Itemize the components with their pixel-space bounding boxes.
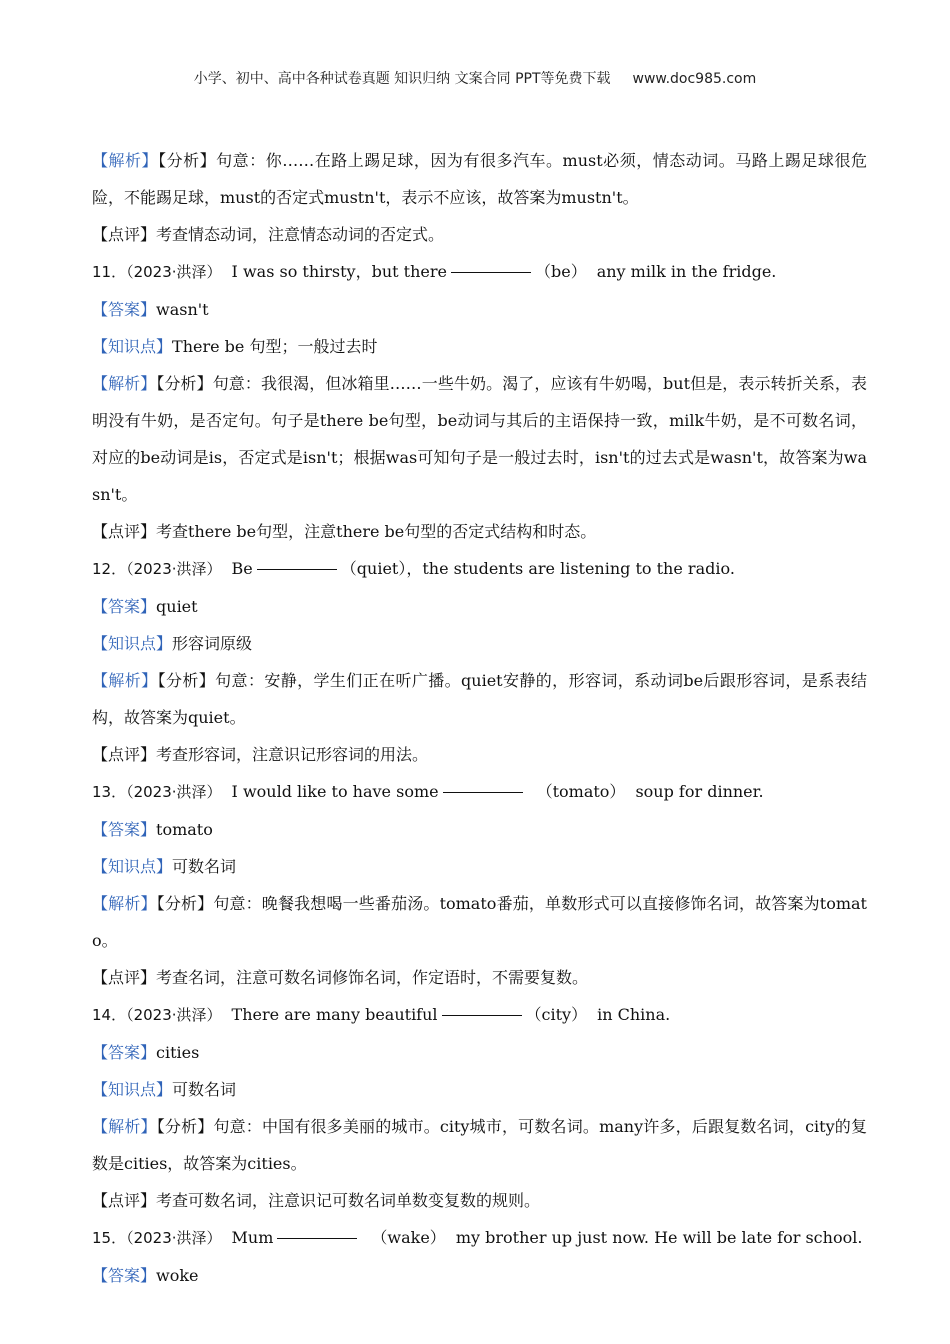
knowledge-text: 可数名词	[172, 1080, 237, 1099]
answer-14	[92, 1034, 867, 1071]
analysis-14	[92, 1108, 867, 1182]
analysis-text: 句意：你……在路上踢足球，因为有很多汽车。must必须，情态动词。马路上踢足球很危险，不能踢足球，must的否定式mustn't，表示不应该，故答案为mustn't。	[92, 151, 867, 207]
analysis-text: 句意：中国有很多美丽的城市。city城市，可数名词。many许多，后跟复数名词，city的复数是cities，故答案为cities。	[92, 1117, 867, 1173]
analysis-11	[92, 365, 867, 513]
question-number: 12．	[92, 560, 127, 578]
answer-12	[92, 588, 867, 625]
answer-blank	[257, 569, 337, 570]
answer-text: woke	[156, 1266, 199, 1285]
label-zhishidian: 【知识点】	[92, 337, 173, 356]
answer-text: quiet	[156, 597, 198, 616]
comment-12	[92, 736, 867, 773]
label-jiexi: 【解析】	[92, 894, 157, 913]
comment-text: 考查名词，注意可数名词修饰名词，作定语时，不需要复数。	[156, 968, 589, 987]
knowledge-13	[92, 848, 867, 885]
comment-11	[92, 513, 867, 550]
analysis-text: 句意：安静，学生们正在听广播。quiet安静的，形容词，系动词be后跟形容词，是系表结构，故答案为quiet。	[92, 671, 867, 727]
question-number: 14．	[92, 1006, 127, 1024]
knowledge-11	[92, 328, 867, 365]
question-15	[92, 1219, 867, 1257]
question-source: （2023·洪泽）	[126, 1229, 222, 1247]
question-text-before: I was so thirsty，but there	[231, 262, 447, 281]
question-text-before: There are many beautiful	[231, 1005, 438, 1024]
header-text: 小学、初中、高中各种试卷真题 知识归纳 文案合同 PPT等免费下载	[193, 71, 611, 87]
analysis-13	[92, 885, 867, 959]
analysis-text: 句意：我很渴，但冰箱里……一些牛奶。渴了，应该有牛奶喝，but但是，表示转折关系，表明没有牛奶，是否定句。句子是there be句型，be动词与其后的主语保持一致，milk牛奶，是不可数名词，对应的be动词是is，否定式是isn't；根据was可知句子是一般过去时，isn't的过去式是wasn't，故答案为wasn't。	[92, 374, 867, 504]
label-jiexi: 【解析】	[92, 374, 157, 393]
comment-14	[92, 1182, 867, 1219]
label-fenxi: 【分析】	[156, 1117, 214, 1136]
question-source: （2023·洪泽）	[126, 560, 222, 578]
comment-13	[92, 959, 867, 996]
label-daan: 【答案】	[92, 1043, 157, 1062]
question-13	[92, 773, 867, 811]
knowledge-text: There be 句型；一般过去时	[172, 337, 378, 356]
question-source: （2023·洪泽）	[126, 1006, 222, 1024]
analysis-text: 句意：晚餐我想喝一些番茄汤。tomato番茄，单数形式可以直接修饰名词，故答案为tomato。	[92, 894, 867, 950]
knowledge-12	[92, 625, 867, 662]
question-number: 11．	[92, 263, 127, 281]
answer-15	[92, 1257, 867, 1294]
comment-text: 考查there be句型，注意there be句型的否定式结构和时态。	[156, 522, 597, 541]
label-daan: 【答案】	[92, 1266, 157, 1285]
answer-text: cities	[156, 1043, 200, 1062]
question-number: 15．	[92, 1229, 127, 1247]
answer-text: tomato	[156, 820, 213, 839]
label-fenxi: 【分析】	[156, 894, 214, 913]
label-zhishidian: 【知识点】	[92, 634, 173, 653]
question-text-after: any milk in the fridge.	[596, 262, 777, 281]
comment-text: 考查可数名词，注意识记可数名词单数变复数的规则。	[156, 1191, 541, 1210]
label-fenxi: 【分析】	[156, 374, 213, 393]
label-dianping: 【点评】	[92, 745, 157, 764]
label-fenxi: 【分析】	[157, 671, 216, 690]
question-hint: （tomato）	[536, 782, 626, 801]
question-text-after: my brother up just now. He will be late for school.	[455, 1228, 863, 1247]
question-text-after: soup for dinner.	[635, 782, 764, 801]
question-12	[92, 550, 867, 588]
label-jiexi: 【解析】	[92, 151, 159, 170]
page-header	[0, 68, 950, 88]
label-daan: 【答案】	[92, 597, 157, 616]
question-hint: （quiet）	[340, 559, 407, 578]
comment-text: 考查情态动词，注意情态动词的否定式。	[156, 225, 445, 244]
label-dianping: 【点评】	[92, 968, 157, 987]
label-fenxi: 【分析】	[158, 151, 217, 170]
question-text-before: Be	[231, 559, 253, 578]
label-jiexi: 【解析】	[92, 1117, 157, 1136]
label-jiexi: 【解析】	[92, 671, 158, 690]
answer-blank	[451, 272, 531, 273]
intro-comment	[92, 216, 867, 253]
answer-blank	[443, 792, 523, 793]
label-dianping: 【点评】	[92, 522, 157, 541]
label-zhishidian: 【知识点】	[92, 1080, 173, 1099]
answer-11	[92, 291, 867, 328]
answer-text: wasn't	[156, 300, 209, 319]
header-site-link[interactable]: www.doc985.com	[632, 71, 757, 87]
question-text-after: ，the students are listening to the radio.	[406, 559, 735, 578]
knowledge-text: 形容词原级	[172, 634, 253, 653]
question-text-after: in China.	[597, 1005, 671, 1024]
answer-blank	[277, 1238, 357, 1239]
answer-blank	[442, 1015, 522, 1016]
question-hint: （be）	[534, 262, 587, 281]
question-hint: （wake）	[371, 1228, 446, 1247]
question-source: （2023·洪泽）	[126, 783, 222, 801]
label-daan: 【答案】	[92, 820, 157, 839]
label-dianping: 【点评】	[92, 225, 157, 244]
question-11	[92, 253, 867, 291]
comment-text: 考查形容词，注意识记形容词的用法。	[156, 745, 429, 764]
question-text-before: Mum	[231, 1228, 274, 1247]
document-body	[92, 142, 867, 1294]
label-daan: 【答案】	[92, 300, 157, 319]
label-zhishidian: 【知识点】	[92, 857, 173, 876]
question-source: （2023·洪泽）	[126, 263, 222, 281]
question-number: 13．	[92, 783, 127, 801]
question-14	[92, 996, 867, 1034]
intro-analysis	[92, 142, 867, 216]
question-hint: （city）	[525, 1005, 588, 1024]
question-text-before: I would like to have some	[231, 782, 439, 801]
knowledge-14	[92, 1071, 867, 1108]
knowledge-text: 可数名词	[172, 857, 237, 876]
answer-13	[92, 811, 867, 848]
label-dianping: 【点评】	[92, 1191, 157, 1210]
analysis-12	[92, 662, 867, 736]
